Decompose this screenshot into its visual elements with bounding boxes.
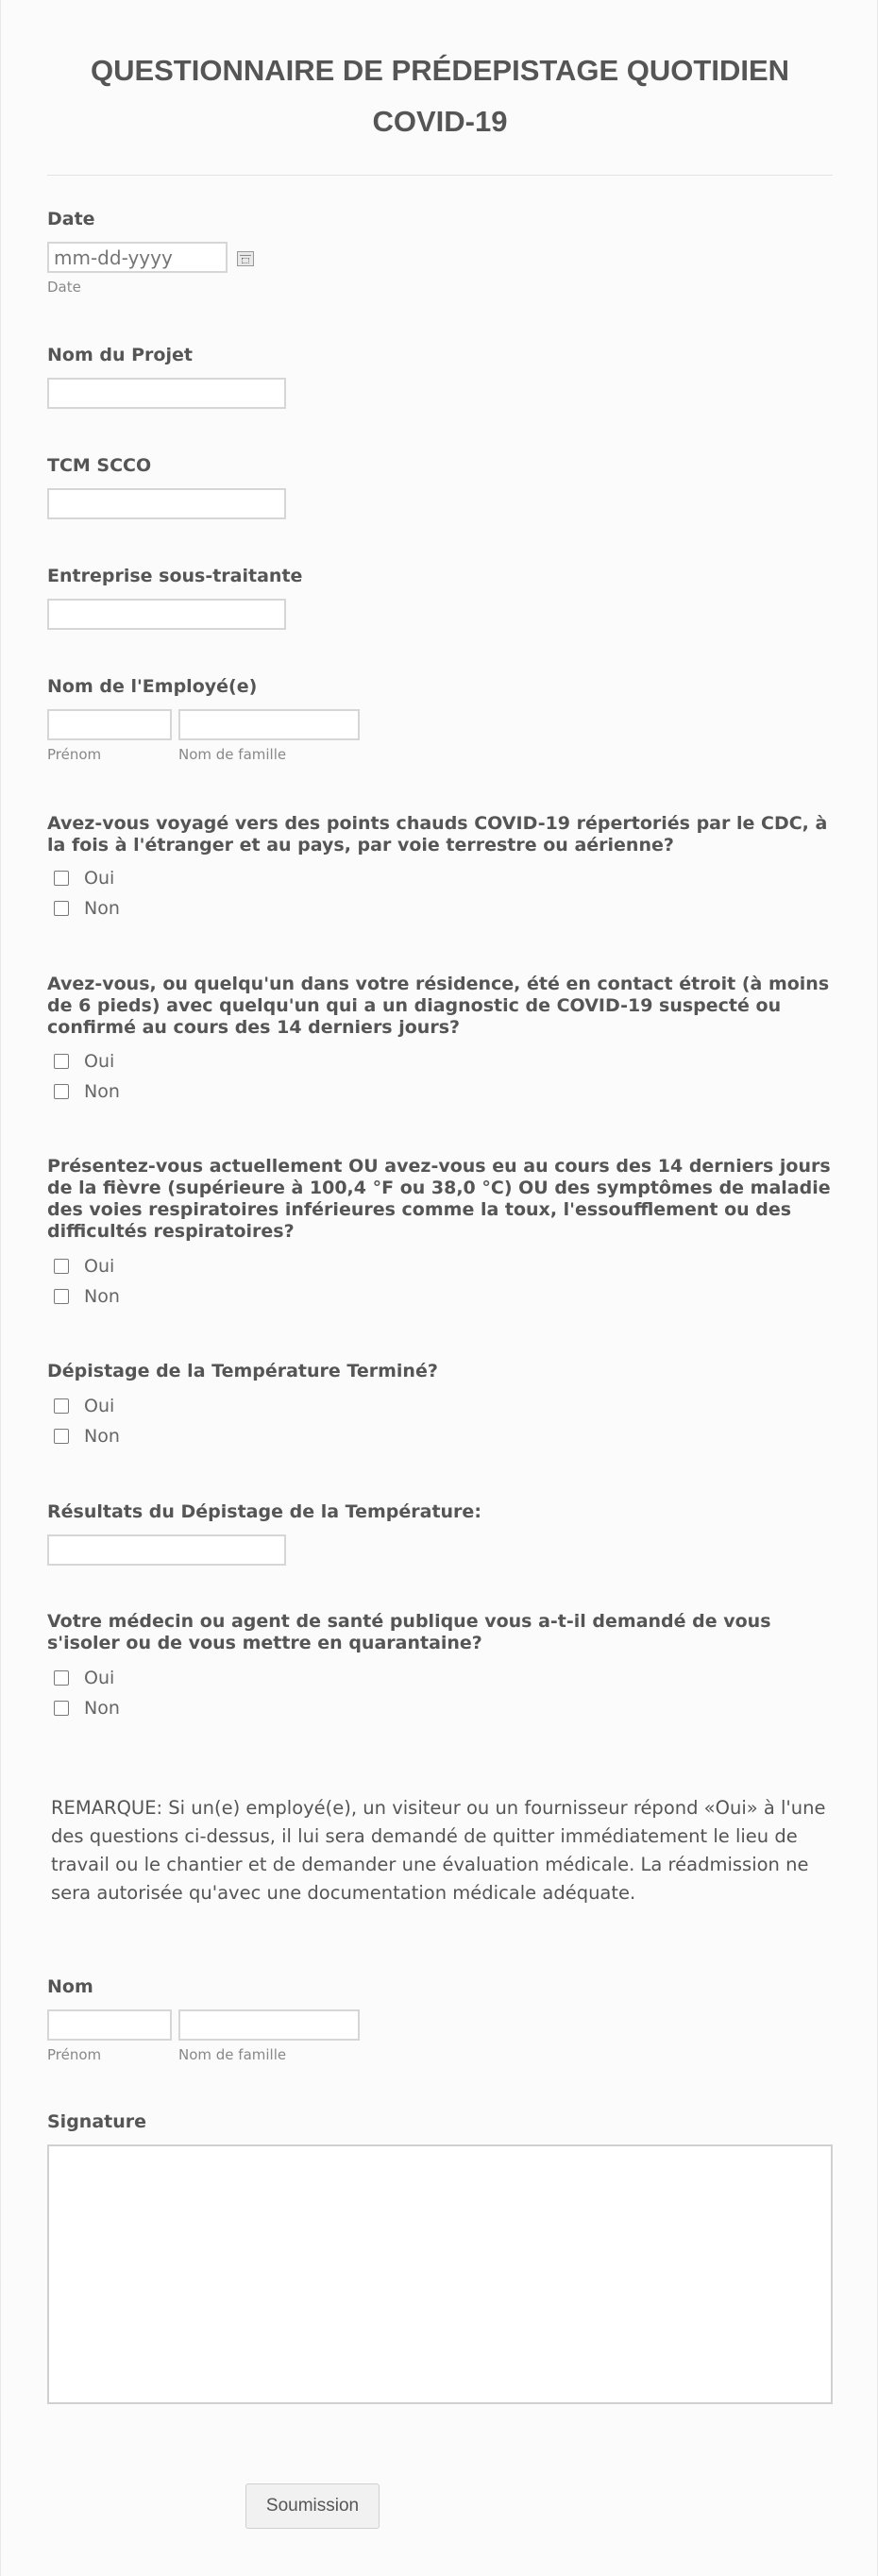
date-label: Date bbox=[47, 209, 95, 229]
checkbox[interactable] bbox=[54, 901, 69, 916]
employee-name-label: Nom de l'Employé(e) bbox=[47, 676, 258, 697]
checkbox[interactable] bbox=[54, 1084, 69, 1099]
signature-label: Signature bbox=[47, 2111, 147, 2132]
checkbox[interactable] bbox=[54, 1289, 69, 1304]
option-label: Oui bbox=[84, 1051, 115, 1072]
checkbox[interactable] bbox=[54, 871, 69, 886]
remark-text: REMARQUE: Si un(e) employé(e), un visiteur ou un fournisseur répond «Oui» à l'une des questions ci-dessus, il lui sera demandé de quitter immédiatement le lieu de travail ou le chantier et de demander une évaluation médicale. La réadmission ne sera autorisée qu'avec une documentation médicale adéquate. bbox=[51, 1797, 826, 1904]
checkbox[interactable] bbox=[54, 1670, 69, 1686]
checkbox[interactable] bbox=[54, 1398, 69, 1414]
question-quarantine-label: Votre médecin ou agent de santé publique vous a-t-il demandé de vous s'isoler ou de vous mettre en quarantaine? bbox=[47, 1611, 771, 1653]
option-label: Non bbox=[84, 1426, 120, 1447]
temp-results-label: Résultats du Dépistage de la Température: bbox=[47, 1501, 481, 1522]
employee-last-name-input[interactable] bbox=[178, 709, 360, 740]
checkbox[interactable] bbox=[54, 1429, 69, 1444]
subcontractor-label: Entreprise sous-traitante bbox=[47, 566, 303, 586]
last-name-input[interactable] bbox=[178, 2009, 360, 2041]
question-symptoms-label: Présentez-vous actuellement OU avez-vous eu au cours des 14 derniers jours de la fièvre (supérieure à 100,4 °F ou 38,0 °C) OU des symptômes de maladie des voies respiratoires inférieures comme la toux, l'essoufflement ou des difficultés respiratoires? bbox=[47, 1156, 831, 1242]
question-temp-done-label: Dépistage de la Température Terminé? bbox=[47, 1361, 438, 1381]
option-label: Oui bbox=[84, 1256, 115, 1277]
submit-button[interactable]: Soumission bbox=[245, 2483, 380, 2529]
signature-pad[interactable] bbox=[47, 2144, 833, 2404]
form-title: QUESTIONNAIRE DE PRÉDEPISTAGE QUOTIDIEN COVID-19 bbox=[90, 54, 790, 138]
option-label: Oui bbox=[84, 1396, 115, 1416]
date-input[interactable] bbox=[47, 242, 228, 273]
temp-results-input[interactable] bbox=[47, 1534, 286, 1566]
option-label: Non bbox=[84, 898, 120, 919]
title-divider bbox=[47, 175, 833, 176]
option-label: Oui bbox=[84, 868, 115, 889]
calendar-icon[interactable] bbox=[237, 251, 254, 266]
option-label: Non bbox=[84, 1698, 120, 1719]
option-label: Non bbox=[84, 1286, 120, 1307]
first-name-sublabel: Prénom bbox=[47, 2046, 102, 2063]
question-contact-label: Avez-vous, ou quelqu'un dans votre résidence, été en contact étroit (à moins de 6 pieds) avec quelqu'un qui a un diagnostic de COVID-19 suspecté ou confirmé au cours des 14 derniers jours? bbox=[47, 974, 830, 1038]
project-name-input[interactable] bbox=[47, 378, 286, 409]
employee-first-name-input[interactable] bbox=[47, 709, 172, 740]
subcontractor-input[interactable] bbox=[47, 599, 286, 630]
name-label: Nom bbox=[47, 1976, 93, 1997]
option-label: Oui bbox=[84, 1668, 115, 1688]
project-name-label: Nom du Projet bbox=[47, 345, 193, 365]
last-name-sublabel: Nom de famille bbox=[178, 2046, 287, 2063]
tcm-scco-label: TCM SCCO bbox=[47, 455, 152, 476]
checkbox[interactable] bbox=[54, 1701, 69, 1716]
first-name-input[interactable] bbox=[47, 2009, 172, 2041]
date-sublabel: Date bbox=[47, 279, 81, 296]
checkbox[interactable] bbox=[54, 1259, 69, 1274]
employee-first-sublabel: Prénom bbox=[47, 746, 102, 763]
checkbox[interactable] bbox=[54, 1054, 69, 1069]
employee-last-sublabel: Nom de famille bbox=[178, 746, 287, 763]
tcm-scco-input[interactable] bbox=[47, 488, 286, 519]
option-label: Non bbox=[84, 1081, 120, 1102]
question-travel-label: Avez-vous voyagé vers des points chauds COVID-19 répertoriés par le CDC, à la fois à l'étranger et au pays, par voie terrestre ou aérienne? bbox=[47, 813, 828, 856]
